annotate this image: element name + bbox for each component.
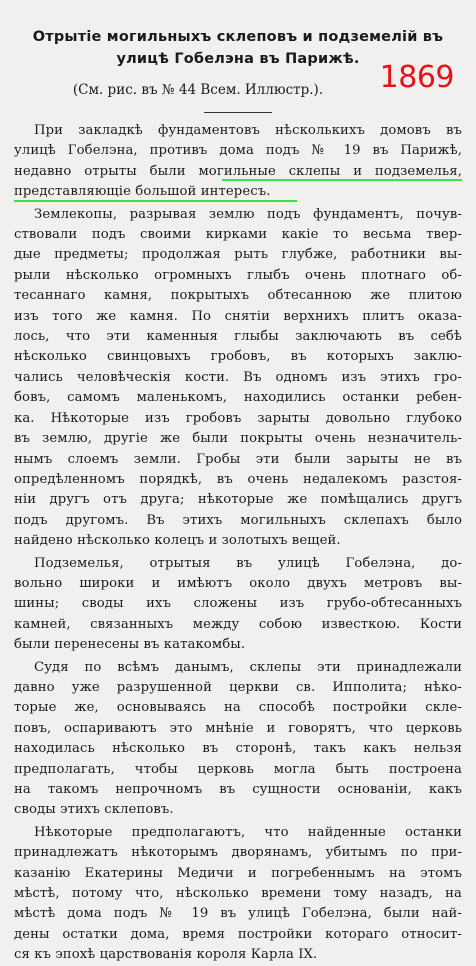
text-line: ніи другъ отъ друга; нѣкоторые же помѣщались другъ <box>14 492 462 508</box>
text-line: бовъ, самомъ маленькомъ, находились останки ребен- <box>14 390 462 406</box>
text-line: представляющіе большой интересъ. <box>14 182 462 202</box>
text-line: дены остатки дома, время постройки котораго относит- <box>14 926 462 942</box>
text-line: на такомъ непрочномъ въ сущности основаніи, какъ <box>14 782 462 797</box>
text-line: ствовали подъ своими кирками какіе то весьма твер- <box>14 227 462 243</box>
text-line: изъ того же камня. По снятіи верхнихъ плитъ оказа- <box>14 308 462 324</box>
text-line: мѣстѣ дома подъ № 19 въ улицѣ Гобелэна, были най- <box>14 906 462 922</box>
text-line: ся къ эпохѣ царствованія короля Карла IX. <box>14 947 318 963</box>
text-line: найдено нѣсколько колецъ и золотыхъ вещей. <box>14 533 341 549</box>
article-title-line-2: улицѣ Гобелэна въ Парижѣ. <box>116 51 360 67</box>
text-line: Нѣкоторые предполагаютъ, что найденные останки <box>34 824 462 840</box>
text-line: вольно широки и имѣютъ около двухъ метровъ вы- <box>14 575 462 591</box>
text-line: повъ, оспариваютъ это мнѣніе и говорятъ, что церковь <box>14 720 462 736</box>
text-line: Землекопы, разрывая землю подъ фундаментъ, почув- <box>34 206 462 222</box>
highlight-underline <box>222 179 462 181</box>
article-paragraph <box>14 658 462 821</box>
text-line: Судя по всѣмъ данымъ, склепы эти принадлежали <box>34 659 462 675</box>
article-title-line-1: Отрытіе могильныхъ склеповъ и подземелій въ <box>32 29 444 45</box>
year-stamp: 1869 <box>379 60 454 95</box>
text-line: находилась нѣсколько въ сторонѣ, такъ какъ нельзя <box>14 741 462 757</box>
article-body <box>14 121 462 966</box>
text-line: нымъ слоемъ земли. Гробы эти были зарыты не въ <box>14 451 462 467</box>
title-divider <box>204 112 272 113</box>
article-paragraph <box>14 823 462 966</box>
article-subtitle: (См. рис. въ № 44 Всем. Иллюстр.). <box>72 82 324 98</box>
highlight-underline <box>14 200 297 202</box>
text-line: дые предметы; продолжая рыть глубже, работники вы- <box>14 247 462 263</box>
text-line: нѣсколько свинцовыхъ гробовъ, въ которыхъ заклю- <box>14 349 462 365</box>
text-line: камней, связанныхъ между собою известкою. Кости <box>14 616 462 632</box>
text-line: казанію Екатерины Медичи и погребеннымъ на этомъ <box>14 865 462 881</box>
text-line: опредѣленномъ порядкѣ, въ очень недалекомъ разстоя- <box>14 471 462 487</box>
text-line: были перенесены въ катакомбы. <box>14 637 246 653</box>
text-line: мѣстѣ, потому что, нѣсколько времени тому назадъ, на <box>14 886 462 902</box>
text-line: торые же, основываясь на способѣ постройки склe- <box>14 700 462 716</box>
subtitle-row <box>14 60 462 106</box>
text-line: шины; своды ихъ сложены изъ грубо-обтесанныхъ <box>14 596 462 612</box>
text-line: въ землю, другіе же были покрыты очень незначитель- <box>14 431 462 447</box>
text-line: давно уже разрушенной церкви св. Ипполита; нѣко- <box>14 679 462 695</box>
text-line: предполагать, чтобы церковь могла быть построена <box>14 761 462 777</box>
text-line: своды этихъ склеповъ. <box>14 802 174 818</box>
article-paragraph <box>14 554 462 656</box>
text-line: недавно отрыты были могильные склепы и подземелья, <box>14 162 462 182</box>
text-line: подъ другомъ. Въ этихъ могильныхъ склепахъ было <box>14 512 462 528</box>
text-line: принадлежатъ нѣкоторымъ дворянамъ, убитымъ по при- <box>14 845 462 861</box>
text-line: тесаннаго камня, покрытыхъ обтесанною же плитою <box>14 288 462 304</box>
text-line: чались человѣческія кости. Въ одномъ изъ этихъ гро- <box>14 369 462 385</box>
text-line: улицѣ Гобелэна, противъ дома подъ № 19 въ Парижѣ, <box>14 143 462 159</box>
text-line: рыли нѣсколько огромныхъ глыбъ очень плотнаго об- <box>14 267 462 283</box>
text-line: ка. Нѣкоторые изъ гробовъ зарыты довольно глубоко <box>14 410 462 426</box>
article-paragraph <box>14 121 462 203</box>
article-paragraph <box>14 205 462 552</box>
text-line: лось, что эти каменныя глыбы заключають въ себѣ <box>14 329 462 345</box>
text-line: При закладкѣ фундаментовъ нѣсколькихъ домовъ въ <box>34 123 462 138</box>
text-line: Подземелья, отрытыя въ улицѣ Гобелэна, до- <box>34 555 462 571</box>
